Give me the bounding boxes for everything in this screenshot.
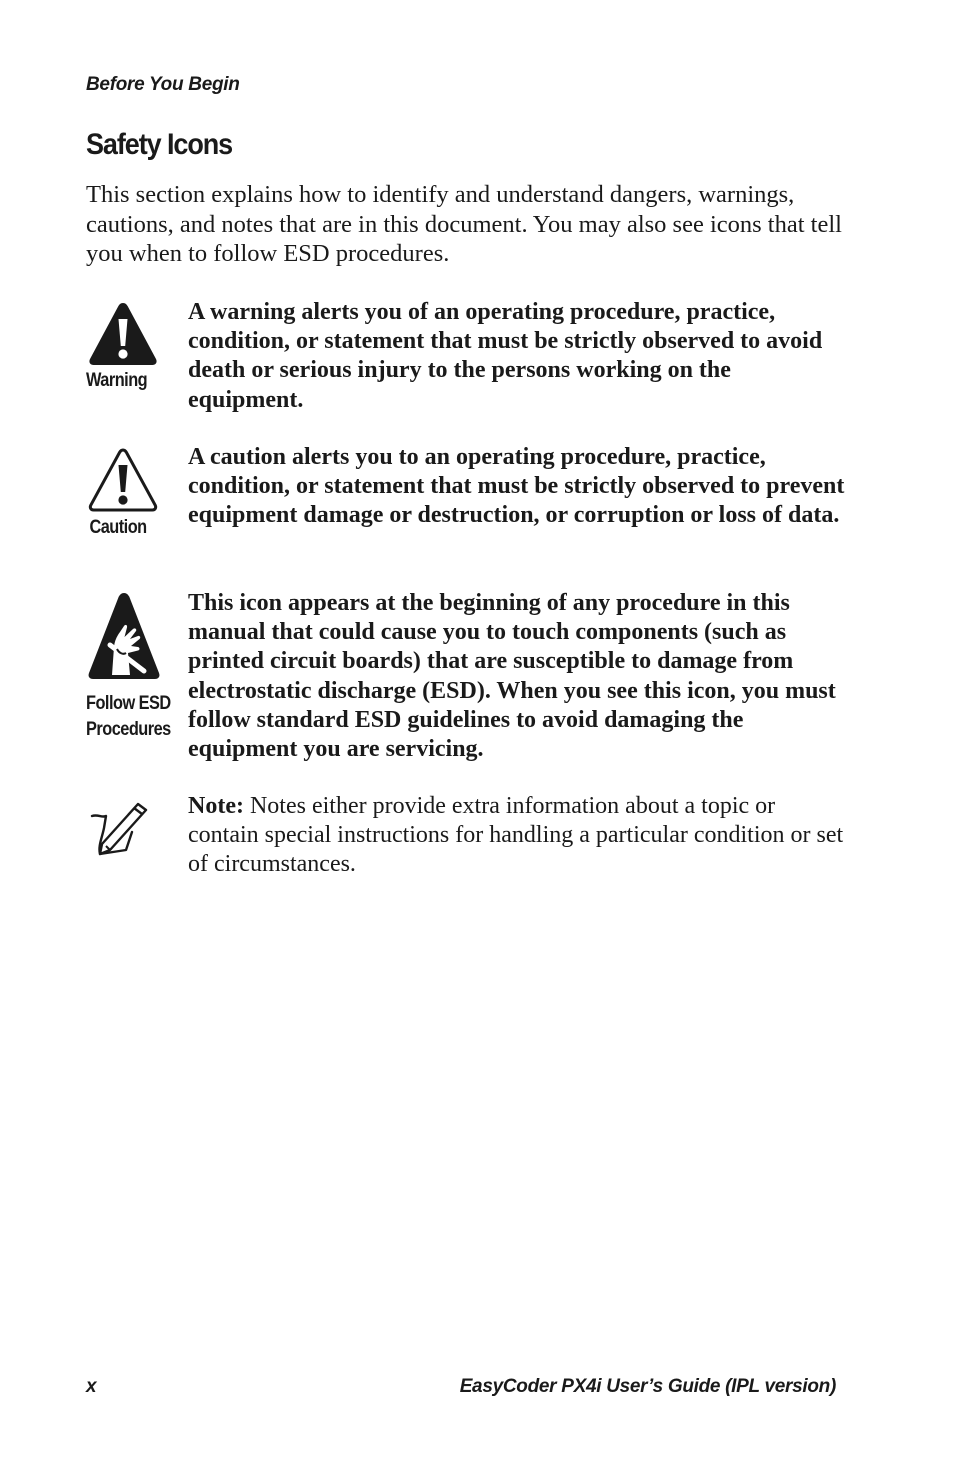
warning-label: Warning	[86, 370, 148, 391]
esd-label-line1: Follow ESD	[86, 693, 171, 714]
caution-text: A caution alerts you to an operating procedure, practice, condition, or statement that must be strictly observed to prevent equipment damage or destruction, or corruption or loss of data.	[188, 444, 845, 529]
caution-icon	[86, 443, 160, 515]
footer-doc-title: EasyCoder PX4i User’s Guide (IPL version)	[459, 1376, 836, 1397]
esd-hand-icon	[86, 589, 162, 685]
warning-text: A warning alerts you of an operating procedure, practice, condition, or statement that must be strictly observed to avoid death or serious injury to the persons working on the equipment.	[188, 299, 823, 413]
warning-icon	[86, 298, 160, 368]
note-text	[188, 792, 848, 880]
note-body: Notes either provide extra information about a topic or contain special instructions for handling a particular condition or set of circumstances.	[188, 793, 844, 878]
esd-icon-block	[86, 589, 181, 743]
note-pencil-icon	[86, 792, 152, 858]
caution-label: Caution	[89, 517, 147, 538]
note-lead: Note:	[188, 793, 244, 819]
running-head: Before You Begin	[86, 74, 240, 95]
page-number: x	[86, 1376, 97, 1397]
section-title: Safety Icons	[86, 128, 233, 161]
caution-icon-block	[86, 443, 181, 541]
esd-text: This icon appears at the beginning of any procedure in this manual that could cause you to touch components (such as printed circuit boards) that are susceptible to damage from electrostatic discharge (ESD). When you see this icon, you must follow standard ESD guidelines to avoid damaging the equipment you are servicing.	[188, 590, 836, 763]
note-icon-block	[86, 792, 181, 858]
esd-label-line2: Procedures	[86, 719, 171, 740]
intro-paragraph: This section explains how to identify and understand dangers, warnings, cautions, and notes that are in this document. You may also see icons that tell you when to follow ESD procedures.	[86, 181, 842, 267]
warning-icon-block	[86, 298, 181, 394]
